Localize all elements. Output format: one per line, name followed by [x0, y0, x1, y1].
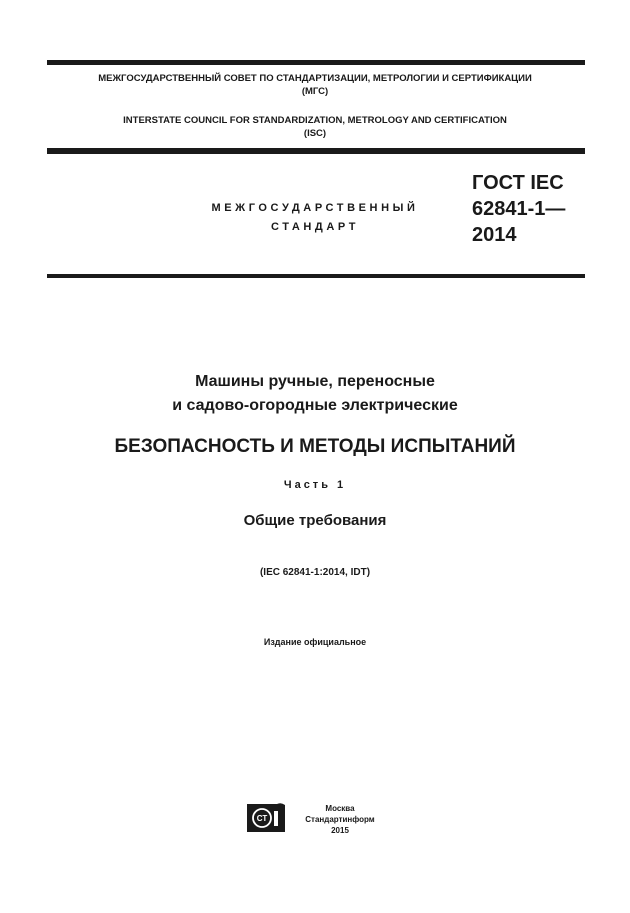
designation-line2: 62841-1—	[472, 198, 566, 220]
designation-line1: ГОСТ IEC	[472, 172, 564, 194]
top-rule	[47, 60, 585, 65]
main-title: БЕЗОПАСНОСТЬ И МЕТОДЫ ИСПЫТАНИЙ	[114, 436, 516, 457]
title-rule	[47, 274, 585, 278]
standard-designation	[472, 170, 565, 248]
publisher-name: Стандартинформ	[305, 815, 375, 824]
designation-line3: 2014	[472, 224, 517, 246]
council-ru-abbr: (МГС)	[301, 86, 329, 97]
publisher-info	[290, 803, 390, 836]
standard-type-line2: СТАНДАРТ	[270, 221, 360, 233]
publisher-city: Москва	[325, 804, 355, 813]
subtitle: Общие требования	[243, 512, 387, 529]
publisher-year: 2015	[331, 826, 349, 835]
title-line2: и садово-огородные электрические	[172, 397, 458, 414]
title-line1: Машины ручные, переносные	[195, 373, 435, 390]
council-en-abbr: (ISC)	[303, 128, 327, 139]
title-lines	[0, 370, 630, 418]
part-label: Часть 1	[283, 479, 347, 491]
council-en: INTERSTATE COUNCIL FOR STANDARDIZATION, METROLOGY AND CERTIFICATION	[123, 115, 507, 126]
standard-type-line1: МЕЖГОСУДАРСТВЕННЫЙ	[211, 202, 419, 214]
edition-label: Издание официальное	[263, 637, 367, 647]
council-ru: МЕЖГОСУДАРСТВЕННЫЙ СОВЕТ ПО СТАНДАРТИЗАЦИИ, МЕТРОЛОГИИ И СЕРТИФИКАЦИИ	[98, 73, 532, 84]
iec-reference: (IEC 62841-1:2014, IDT)	[259, 567, 371, 578]
standard-type	[160, 199, 470, 237]
standartinform-logo-icon	[247, 802, 285, 832]
svg-text:СТ: СТ	[256, 814, 268, 823]
header-rule	[47, 148, 585, 154]
